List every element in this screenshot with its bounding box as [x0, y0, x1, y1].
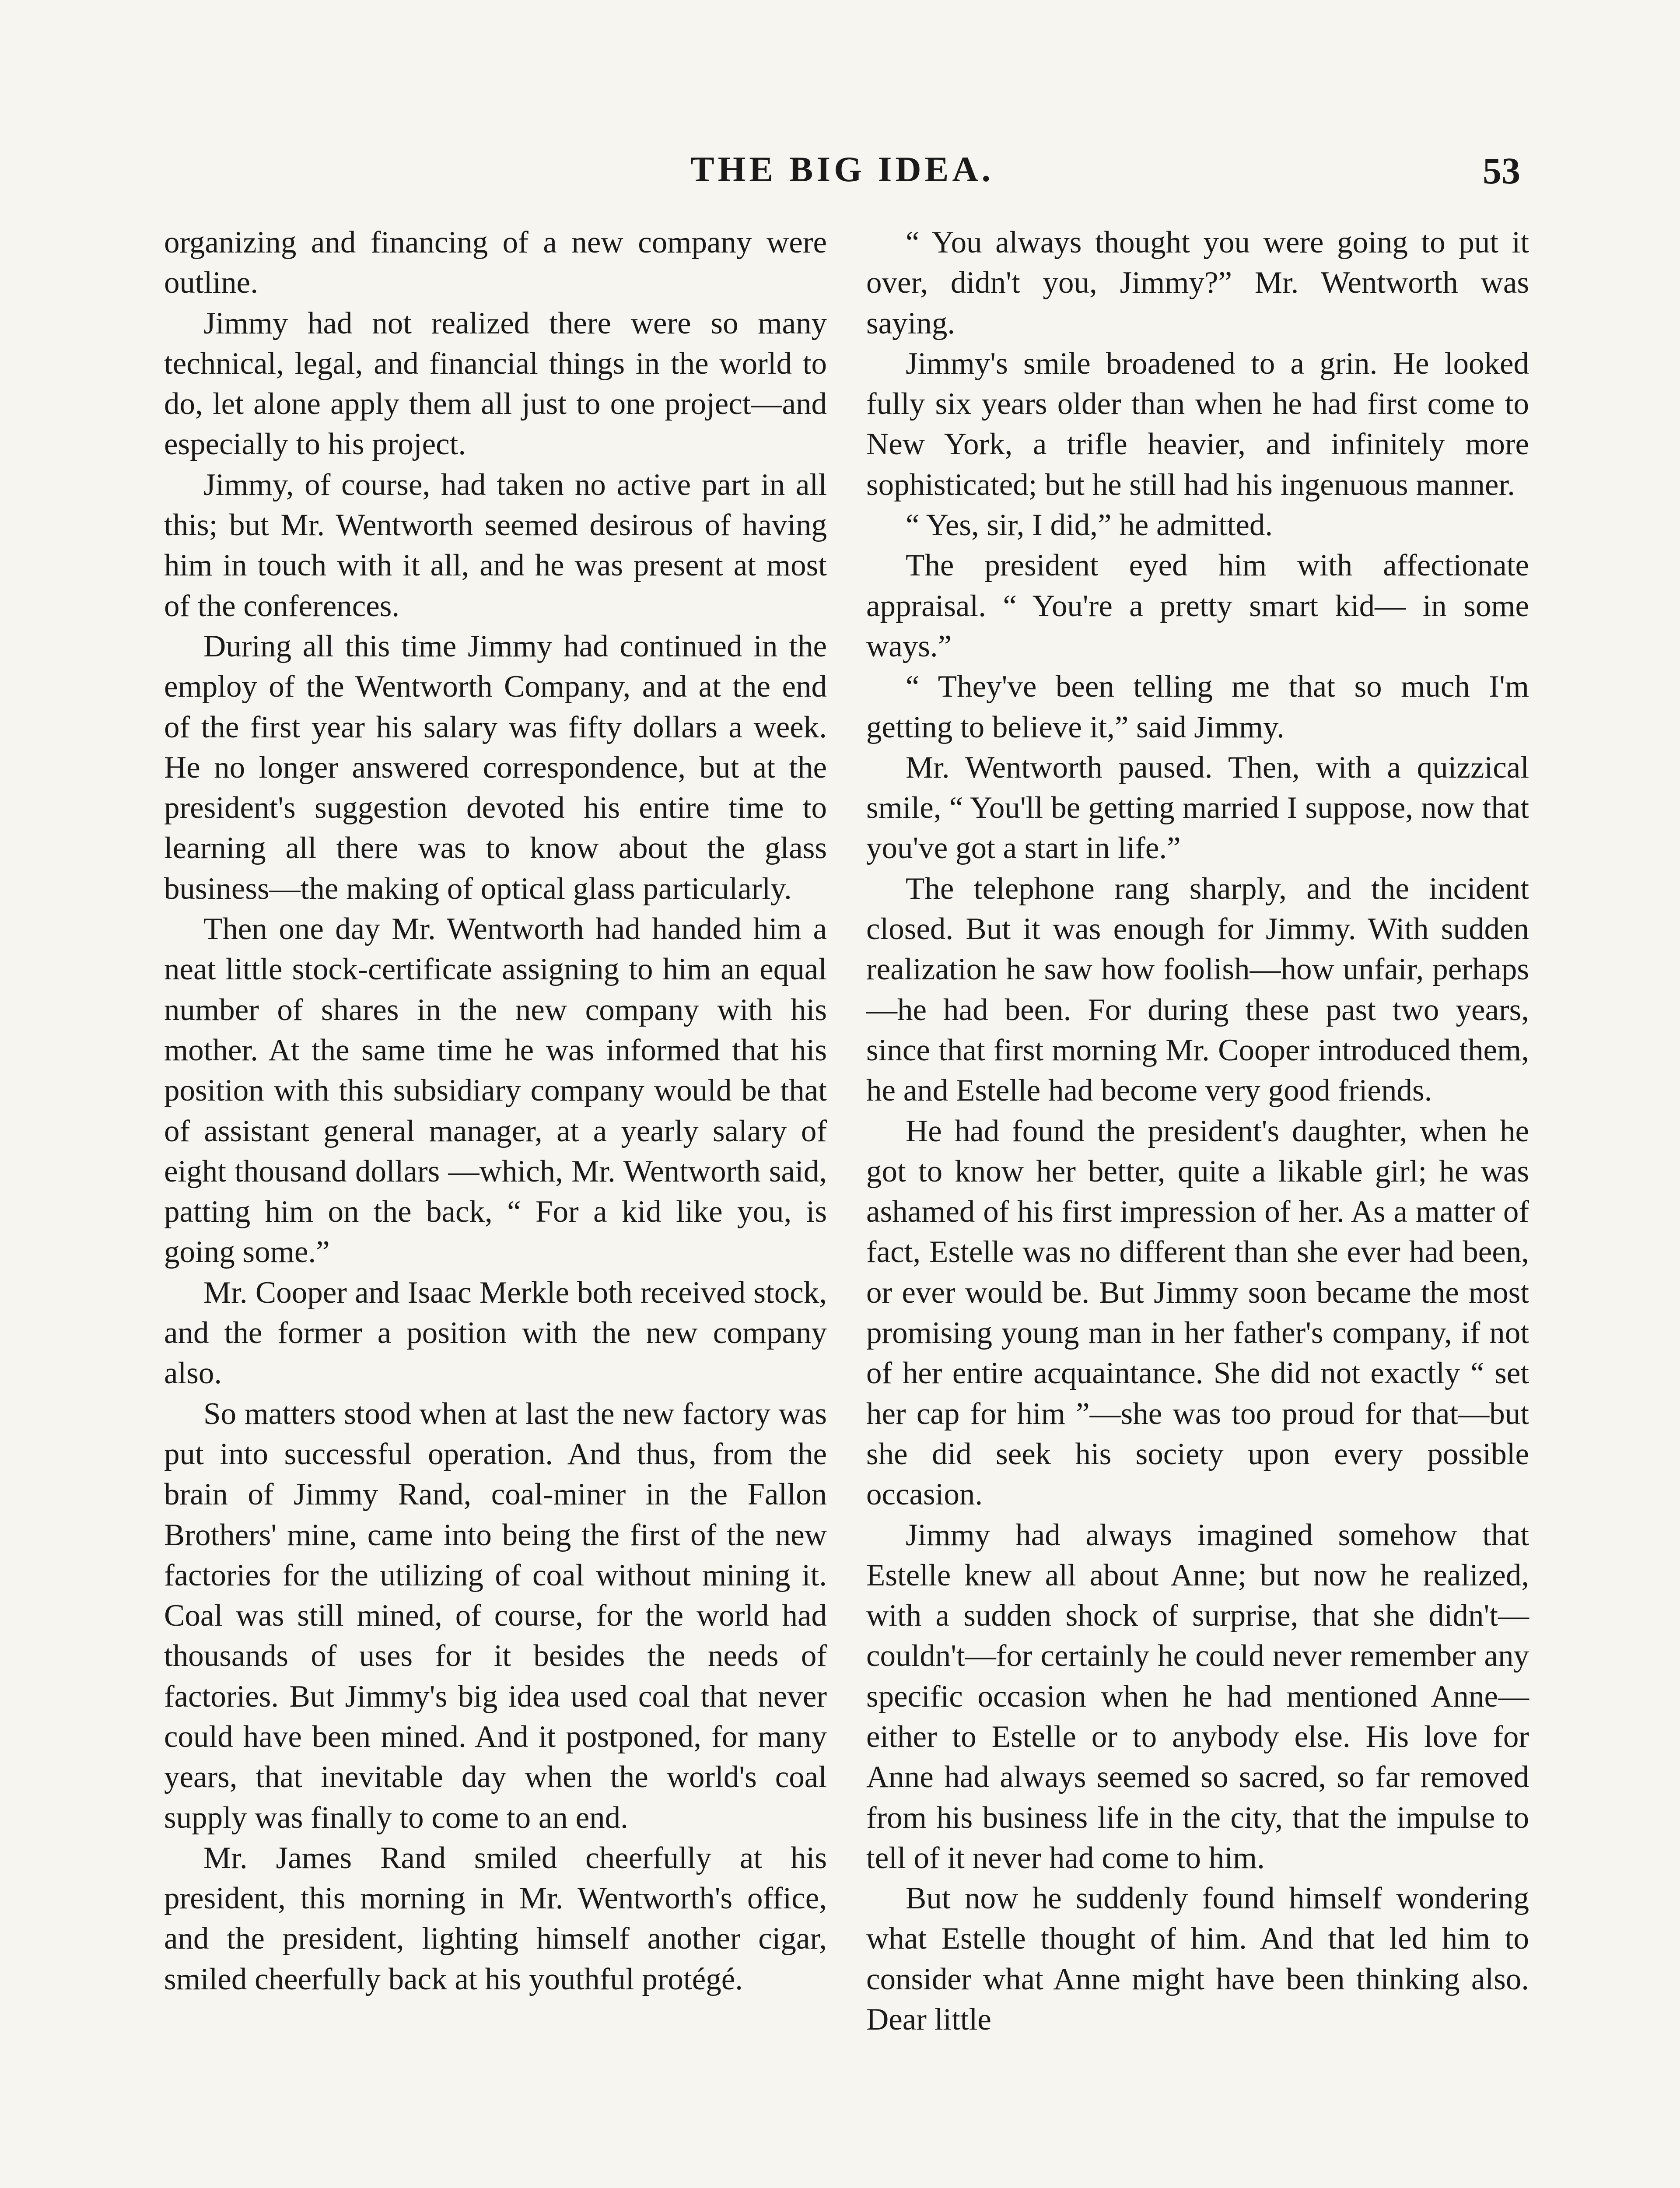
paragraph: “ They've been telling me that so much I'm getting to believe it,” said Jimmy. [866, 670, 1529, 744]
paragraph: Jimmy had not realized there were so many technical, legal, and financial things in the world to do, let alone apply them all just to one project—and especially to his project. [164, 306, 827, 462]
paragraph: He had found the president's daughter, when he got to know her better, quite a likable girl; he was ashamed of his first impression of her. As a matter of fact, Estelle was no different than she ever had been, or ever would be. But Jimmy soon became the most promising young man in her father's company, if not of her entire acquaintance. She did not exactly “ set her cap for him ”—she was too proud for that—but she did seek his society upon every possible occasion. [866, 1114, 1529, 1512]
paragraph: But now he suddenly found himself wondering what Estelle thought of him. And that led him to consider what Anne might have been thinking also. Dear little [866, 1881, 1529, 2037]
paragraph: organizing and financing of a new company were outline. [164, 225, 827, 300]
paragraph: During all this time Jimmy had continued in the employ of the Wentworth Company, and at the end of the first year his salary was fifty dollars a week. He no longer answered correspondence, but at the president's suggestion devoted his entire time to learning all there was to know about the glass business—the making of optical glass particularly. [164, 629, 827, 906]
paragraph: Jimmy, of course, had taken no active part in all this; but Mr. Wentworth seemed desirous of having him in touch with it all, and he was present at most of the conferences. [164, 467, 827, 623]
left-column [164, 222, 827, 1999]
paragraph: The telephone rang sharply, and the incident closed. But it was enough for Jimmy. With sudden realization he saw how foolish—how unfair, perhaps—he had been. For during these past two years, since that first morning Mr. Cooper introduced them, he and Estelle had become very good friends. [866, 871, 1529, 1108]
paragraph: Mr. Cooper and Isaac Merkle both received stock, and the former a position with the new company also. [164, 1275, 827, 1391]
paragraph: Jimmy had always imagined somehow that Estelle knew all about Anne; but now he realized, with a sudden shock of surprise, that she didn't—couldn't—for certainly he could never remember any specific occasion when he had mentioned Anne—either to Estelle or to anybody else. His love for Anne had always seemed so sacred, so far removed from his business life in the city, that the impulse to tell of it never had come to him. [866, 1518, 1529, 1875]
paragraph: Mr. Wentworth paused. Then, with a quizzical smile, “ You'll be getting married I suppose, now that you've got a start in life.” [866, 750, 1529, 866]
right-column [866, 222, 1529, 2040]
running-head [164, 149, 1520, 197]
paragraph: The president eyed him with affectionate appraisal. “ You're a pretty smart kid— in some ways.” [866, 548, 1529, 663]
paragraph: Then one day Mr. Wentworth had handed him a neat little stock-certificate assigning to him an equal number of shares in the new company with his mother. At the same time he was informed that his position with this subsidiary company would be that of assistant general manager, at a yearly salary of eight thousand dollars —which, Mr. Wentworth said, patting him on the back, “ For a kid like you, is going some.” [164, 912, 827, 1269]
page-number: 53 [1483, 150, 1520, 192]
running-title: THE BIG IDEA. [690, 149, 994, 189]
paragraph: “ You always thought you were going to put it over, didn't you, Jimmy?” Mr. Wentworth was saying. [866, 225, 1529, 340]
paragraph: Jimmy's smile broadened to a grin. He looked fully six years older than when he had first come to New York, a trifle heavier, and infinitely more sophisticated; but he still had his ingenuous manner. [866, 346, 1529, 502]
paragraph: “ Yes, sir, I did,” he admitted. [906, 508, 1273, 543]
paragraph: So matters stood when at last the new factory was put into successful operation. And thus, from the brain of Jimmy Rand, coal-miner in the Fallon Brothers' mine, came into being the first of the new factories for the utilizing of coal without mining it. Coal was still mined, of course, for the world had thousands of uses for it besides the needs of factories. But Jimmy's big idea used coal that never could have been mined. And it postponed, for many years, that inevitable day when the world's coal supply was finally to come to an end. [164, 1396, 827, 1835]
paragraph: Mr. James Rand smiled cheerfully at his president, this morning in Mr. Wentworth's office, and the president, lighting himself another cigar, smiled cheerfully back at his youthful protégé. [164, 1841, 827, 1996]
